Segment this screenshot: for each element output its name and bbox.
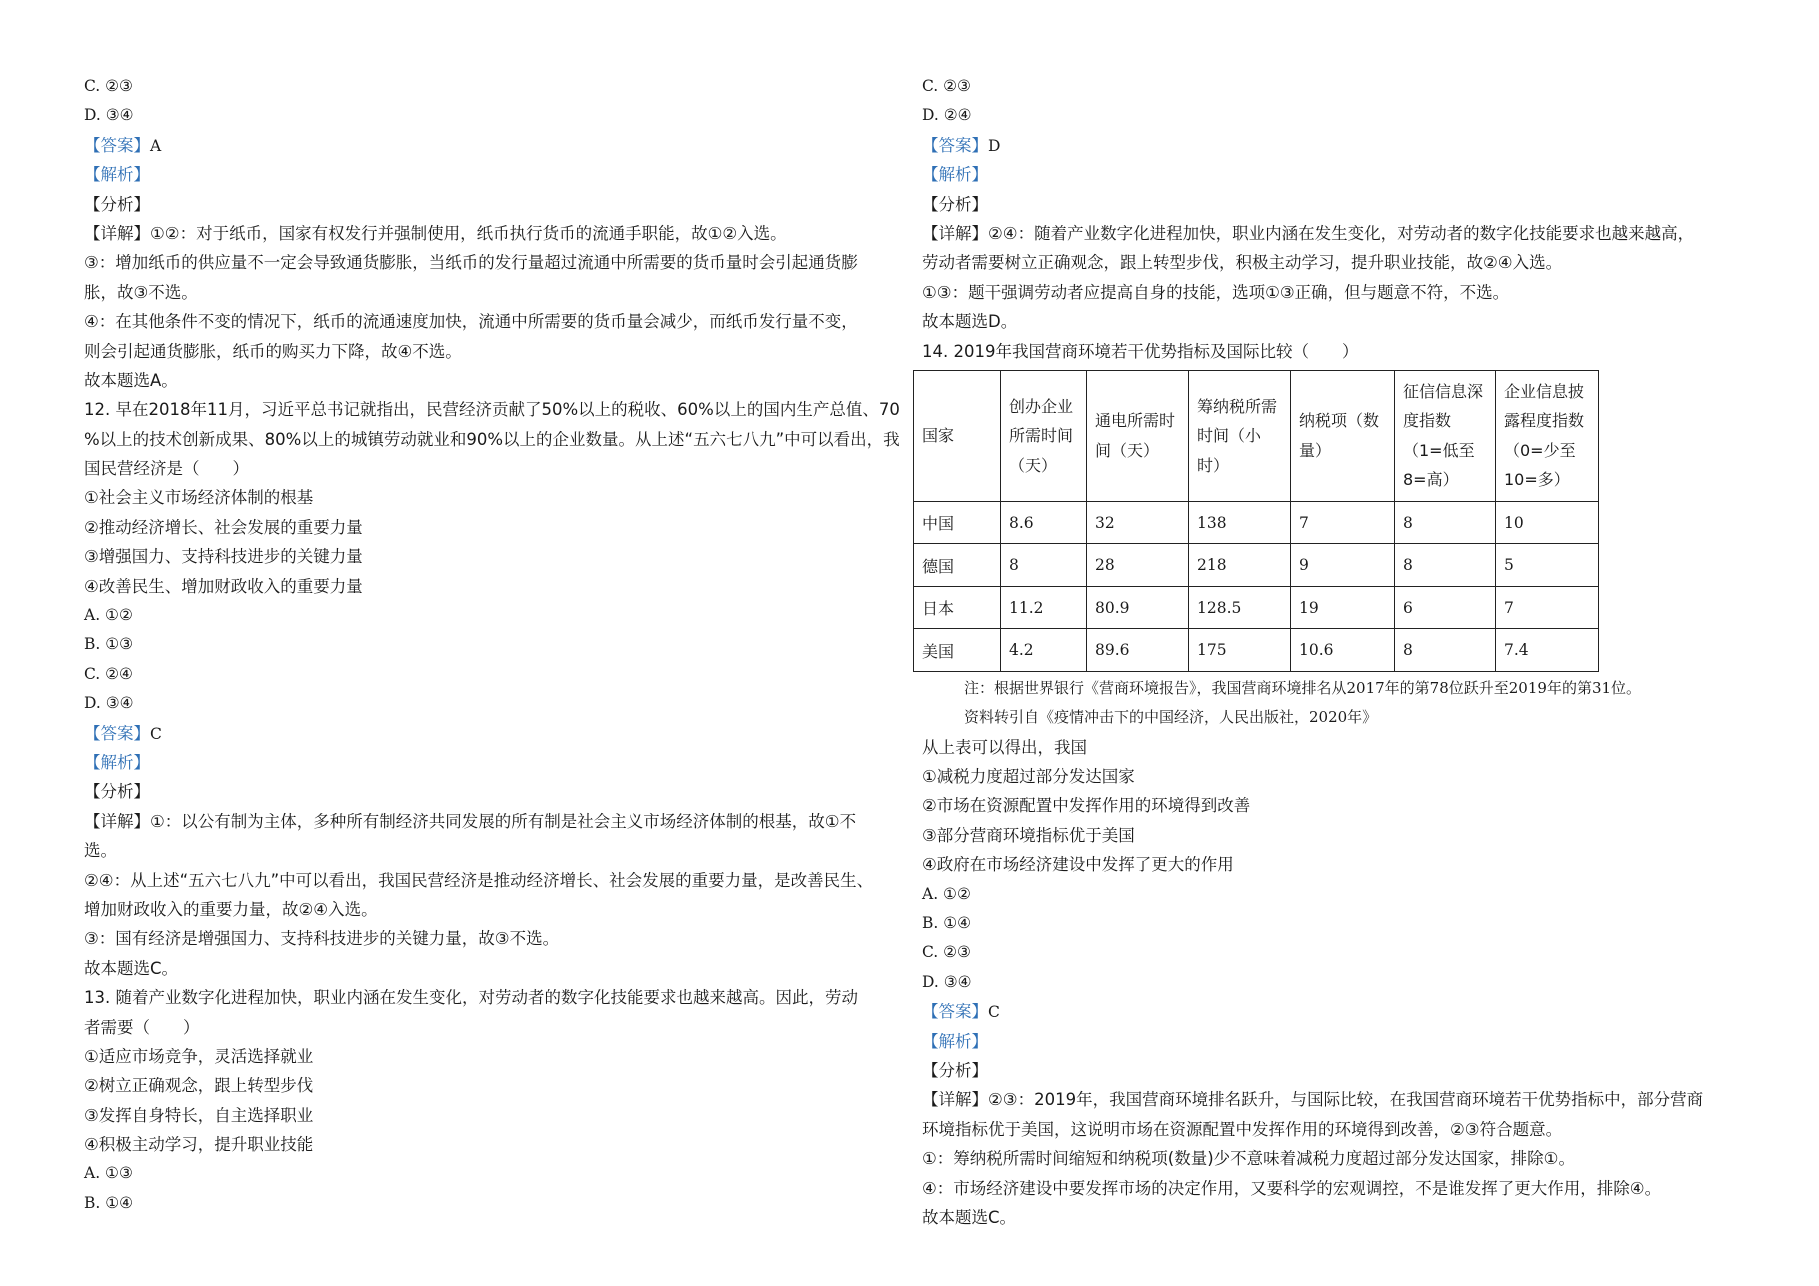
text-line: 【详解】②④：随着产业数字化进程加快，职业内涵在发生变化，对劳动者的数字化技能要求也越来越高， xyxy=(922,223,1695,243)
table-cell: 89.6 xyxy=(1087,629,1189,672)
answer-value: C xyxy=(150,724,162,743)
left-column xyxy=(84,72,904,1218)
text-line: 【分析】 xyxy=(922,194,988,214)
text-line: ①③：题干强调劳动者应提高自身的技能，选项①③正确，但与题意不符，不选。 xyxy=(922,282,1510,302)
table-cell: 32 xyxy=(1087,501,1189,544)
table-cell: 7 xyxy=(1496,586,1599,629)
text-line: ②市场在资源配置中发挥作用的环境得到改善 xyxy=(922,796,1251,816)
table-body xyxy=(914,501,1599,671)
text-line xyxy=(84,719,904,748)
right-bottom-lines xyxy=(922,733,1742,1233)
text-line: ①减税力度超过部分发达国家 xyxy=(922,767,1135,787)
table-cell: 7.4 xyxy=(1496,629,1599,672)
text-line: ①适应市场竞争，灵活选择就业 xyxy=(84,1046,314,1066)
text-line xyxy=(922,160,1742,189)
text-line: %以上的技术创新成果、80%以上的城镇劳动就业和90%以上的企业数量。从上述“五六七八九”中可以看出，我 xyxy=(84,429,900,449)
table-cell: 28 xyxy=(1087,544,1189,587)
table-cell: 8 xyxy=(1395,544,1496,587)
right-top-lines xyxy=(922,72,1742,366)
text-line: 【详解】①：以公有制为主体，多种所有制经济共同发展的所有制是社会主义市场经济体制的根基，故①不 xyxy=(84,811,857,831)
text-line xyxy=(922,997,1742,1026)
table-cell: 10 xyxy=(1496,501,1599,544)
header-country: 国家 xyxy=(914,370,1001,501)
text-line: A. ①② xyxy=(84,606,133,625)
section-tag: 【解析】 xyxy=(922,165,988,185)
business-environment-table xyxy=(913,370,1599,672)
text-line xyxy=(84,131,904,160)
text-line: A. ①② xyxy=(922,884,971,903)
table-cell: 4.2 xyxy=(1001,629,1087,672)
right-column xyxy=(922,72,1742,1232)
text-line: 【分析】 xyxy=(84,194,150,214)
text-line: C. ②③ xyxy=(922,77,971,95)
text-line: ③：增加纸币的供应量不一定会导致通货膨胀，当纸币的发行量超过流通中所需要的货币量时会引起通货膨 xyxy=(84,253,858,273)
text-line: 国民营经济是（ ） xyxy=(84,459,249,479)
text-line xyxy=(922,131,1742,160)
table-cell-country: 美国 xyxy=(914,629,1001,672)
table-cell: 80.9 xyxy=(1087,586,1189,629)
table-cell: 11.2 xyxy=(1001,586,1087,629)
text-line: B. ①④ xyxy=(922,914,972,933)
table-note: 注：根据世界银行《营商环境报告》，我国营商环境排名从2017年的第78位跃升至2019年的第31位。 xyxy=(964,678,1642,697)
text-line: ②推动经济增长、社会发展的重要力量 xyxy=(84,517,363,537)
text-line: 胀，故③不选。 xyxy=(84,282,198,302)
table-source: 资料转引自《疫情冲击下的中国经济，人民出版社，2020年》 xyxy=(964,708,1378,727)
section-tag: 【答案】 xyxy=(84,723,150,743)
table-cell: 138 xyxy=(1189,501,1291,544)
text-line: 故本题选A。 xyxy=(84,370,178,390)
text-line: 【分析】 xyxy=(922,1060,988,1080)
text-line: ②④：从上述“五六七八九”中可以看出，我国民营经济是推动经济增长、社会发展的重要力量，是改善民生、 xyxy=(84,870,874,890)
section-tag: 【答案】 xyxy=(922,135,988,155)
table-cell: 175 xyxy=(1189,629,1291,672)
table-header-row xyxy=(914,370,1599,501)
section-tag: 【解析】 xyxy=(922,1031,988,1051)
section-tag: 【解析】 xyxy=(84,752,150,772)
text-line: D. ③④ xyxy=(922,972,972,991)
section-tag: 【答案】 xyxy=(84,135,150,155)
table-cell: 9 xyxy=(1291,544,1395,587)
text-line: 14. 2019年我国营商环境若干优势指标及国际比较（ ） xyxy=(922,341,1359,361)
table-cell: 10.6 xyxy=(1291,629,1395,672)
text-line: 【详解】②③：2019年，我国营商环境排名跃升，与国际比较，在我国营商环境若干优势指标中，部分营商 xyxy=(922,1090,1704,1110)
text-line: 故本题选D。 xyxy=(922,312,1018,332)
text-line: ④改善民生、增加财政收入的重要力量 xyxy=(84,576,363,596)
text-line: ④政府在市场经济建设中发挥了更大的作用 xyxy=(922,855,1234,875)
table-cell: 128.5 xyxy=(1189,586,1291,629)
text-line: 环境指标优于美国，这说明市场在资源配置中发挥作用的环境得到改善，②③符合题意。 xyxy=(922,1119,1563,1139)
section-tag: 【解析】 xyxy=(84,165,150,185)
table-cell: 8 xyxy=(1395,501,1496,544)
text-line: 故本题选C。 xyxy=(922,1207,1017,1227)
text-line: D. ③④ xyxy=(84,106,134,125)
table-row xyxy=(914,501,1599,544)
text-line: C. ②③ xyxy=(922,943,971,962)
header-tax-items: 纳税项（数量） xyxy=(1291,370,1395,501)
text-line: ③：国有经济是增强国力、支持科技进步的关键力量，故③不选。 xyxy=(84,929,560,949)
table-cell: 8 xyxy=(1001,544,1087,587)
text-line: 者需要（ ） xyxy=(84,1017,200,1037)
text-line: C. ②③ xyxy=(84,77,133,95)
text-line xyxy=(922,1027,1742,1056)
text-line: 劳动者需要树立正确观念，跟上转型步伐，积极主动学习，提升职业技能，故②④入选。 xyxy=(922,253,1563,273)
text-line: ④积极主动学习，提升职业技能 xyxy=(84,1135,314,1155)
text-line: D. ③④ xyxy=(84,694,134,713)
table-cell: 6 xyxy=(1395,586,1496,629)
header-credit-index: 征信信息深度指数（1=低至8=高） xyxy=(1395,370,1496,501)
text-line xyxy=(84,160,904,189)
text-line: ④：在其他条件不变的情况下，纸币的流通速度加快，流通中所需要的货币量会减少，而纸币发行量不变， xyxy=(84,312,858,332)
table-cell: 8.6 xyxy=(1001,501,1087,544)
text-line: 则会引起通货膨胀，纸币的购买力下降，故④不选。 xyxy=(84,341,462,361)
text-line: ③发挥自身特长，自主选择职业 xyxy=(84,1105,314,1125)
text-line: 选。 xyxy=(84,841,117,861)
table-cell-country: 日本 xyxy=(914,586,1001,629)
text-line: 13. 随着产业数字化进程加快，职业内涵在发生变化，对劳动者的数字化技能要求也越来越高。因此，劳动 xyxy=(84,988,858,1008)
text-line: D. ②④ xyxy=(922,106,972,125)
text-line: 增加财政收入的重要力量，故②④入选。 xyxy=(84,899,378,919)
text-line: B. ①④ xyxy=(84,1193,134,1212)
answer-value: A xyxy=(150,136,162,155)
text-line: 故本题选C。 xyxy=(84,958,179,978)
answer-value: C xyxy=(988,1003,1000,1022)
text-line: 【详解】①②：对于纸币，国家有权发行并强制使用，纸币执行货币的流通手职能，故①②入选。 xyxy=(84,223,787,243)
text-line: ①：筹纳税所需时间缩短和纳税项(数量)少不意味着减税力度超过部分发达国家，排除①。 xyxy=(922,1149,1575,1169)
header-tax-time: 筹纳税所需时间（小时） xyxy=(1189,370,1291,501)
text-line: ②树立正确观念，跟上转型步伐 xyxy=(84,1076,314,1096)
table-row xyxy=(914,544,1599,587)
text-line: 【分析】 xyxy=(84,782,150,802)
header-startup-time: 创办企业所需时间（天） xyxy=(1001,370,1087,501)
text-line: ③增强国力、支持科技进步的关键力量 xyxy=(84,547,363,567)
text-line xyxy=(84,748,904,777)
table-cell-country: 中国 xyxy=(914,501,1001,544)
table-cell: 7 xyxy=(1291,501,1395,544)
text-line: ③部分营商环境指标优于美国 xyxy=(922,825,1135,845)
text-line: A. ①③ xyxy=(84,1164,133,1183)
answer-value: D xyxy=(988,136,1001,155)
table-cell: 5 xyxy=(1496,544,1599,587)
header-disclosure-index: 企业信息披露程度指数（0=少至10=多） xyxy=(1496,370,1599,501)
section-tag: 【答案】 xyxy=(922,1002,988,1022)
text-line: ④：市场经济建设中要发挥市场的决定作用，又要科学的宏观调控，不是谁发挥了更大作用，排除④。 xyxy=(922,1178,1662,1198)
text-line: ①社会主义市场经济体制的根基 xyxy=(84,488,314,508)
text-line: C. ②④ xyxy=(84,664,133,683)
text-line: 12. 早在2018年11月，习近平总书记就指出，民营经济贡献了50%以上的税收、60%以上的国内生产总值、70 xyxy=(84,400,900,420)
table-row xyxy=(914,586,1599,629)
table-row xyxy=(914,629,1599,672)
text-line: B. ①③ xyxy=(84,635,134,654)
table-cell: 19 xyxy=(1291,586,1395,629)
table-cell: 8 xyxy=(1395,629,1496,672)
text-line: 从上表可以得出，我国 xyxy=(922,737,1087,757)
table-cell-country: 德国 xyxy=(914,544,1001,587)
table-cell: 218 xyxy=(1189,544,1291,587)
header-electricity-time: 通电所需时间（天） xyxy=(1087,370,1189,501)
